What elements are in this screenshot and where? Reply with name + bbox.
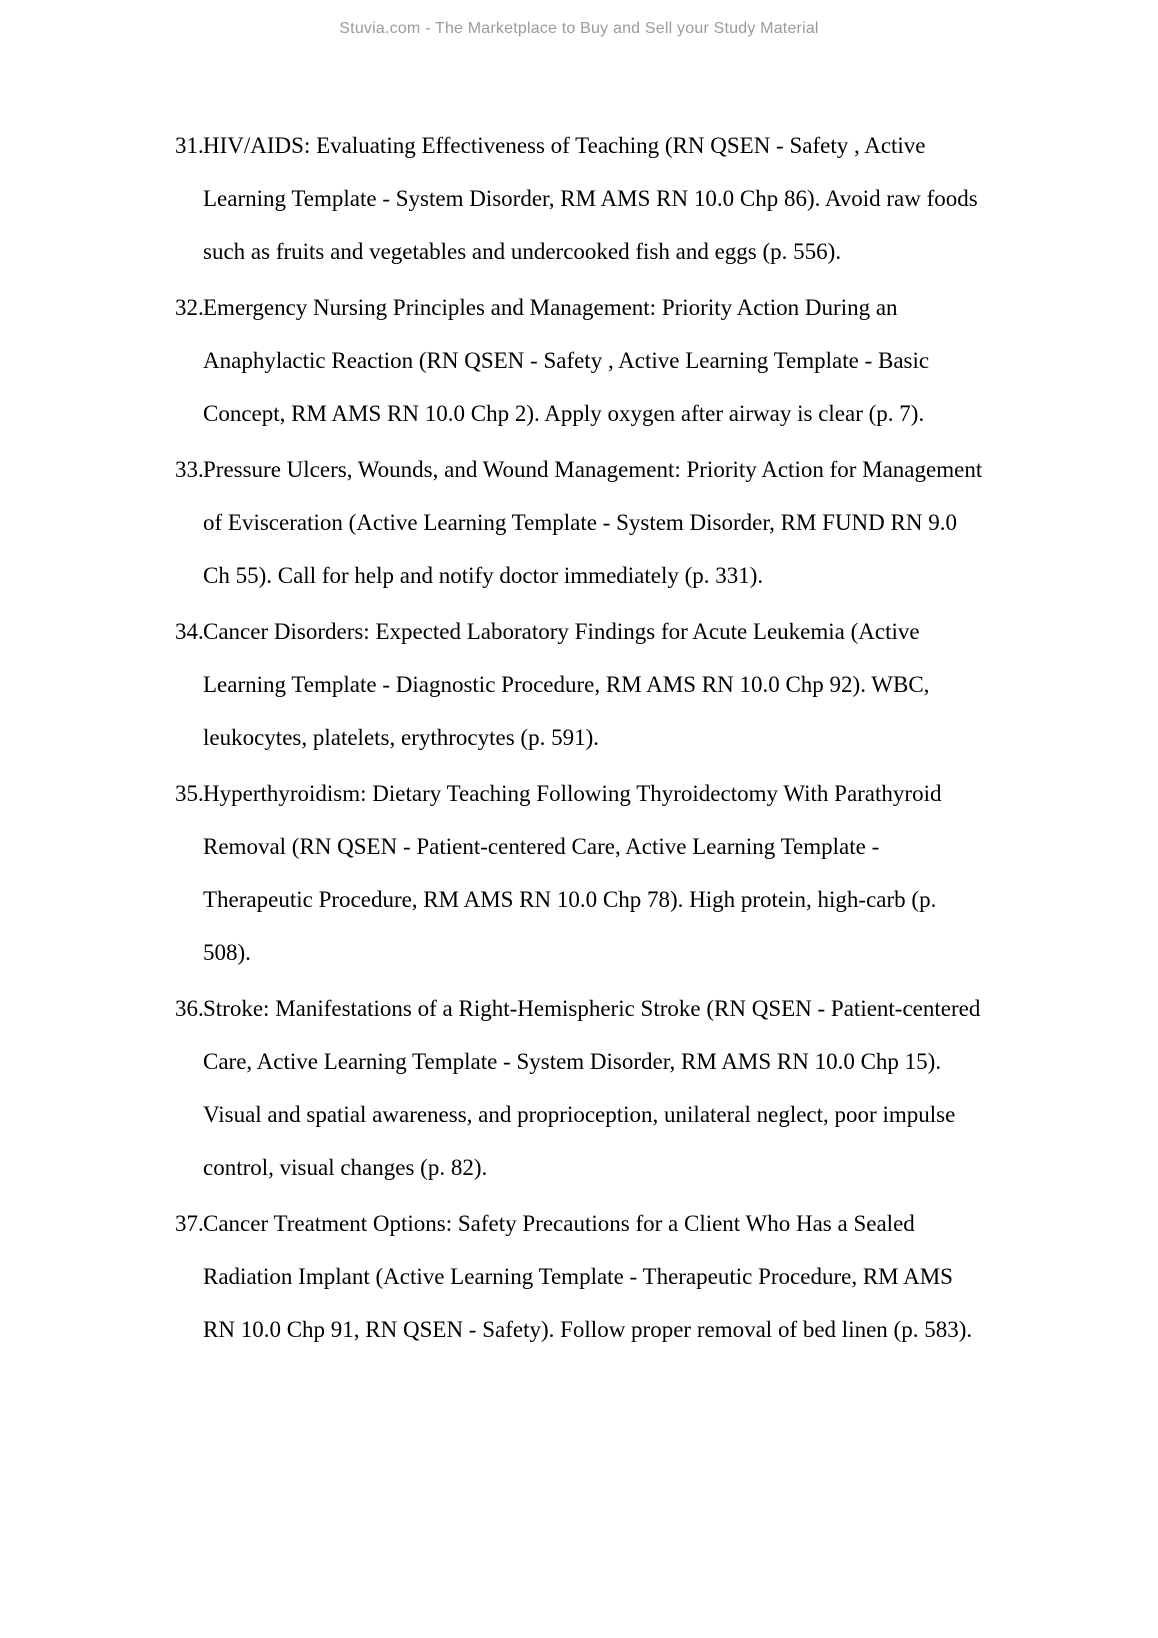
topic-list — [175, 119, 985, 1359]
item-text: Cancer Treatment Options: Safety Precautions for a Client Who Has a Sealed Radiation Implant (Active Learning Template - Therapeutic Procedure, RM AMS RN 10.0 Chp 91, RN QSEN - Safety). Follow proper removal of bed linen (p. 583). — [203, 1211, 973, 1342]
list-item — [175, 119, 985, 278]
item-text: Cancer Disorders: Expected Laboratory Findings for Acute Leukemia (Active Learning Template - Diagnostic Procedure, RM AMS RN 10.0 Chp 92). WBC, leukocytes, platelets, erythrocytes (p. 591). — [203, 619, 930, 750]
item-text: HIV/AIDS: Evaluating Effectiveness of Teaching (RN QSEN - Safety , Active Learning Template - System Disorder, RM AMS RN 10.0 Chp 86). Avoid raw foods such as fruits and vegetables and undercooked fish and eggs (p. 556). — [203, 133, 978, 264]
watermark-header: Stuvia.com - The Marketplace to Buy and Sell your Study Material — [339, 20, 819, 37]
item-text: Stroke: Manifestations of a Right-Hemispheric Stroke (RN QSEN - Patient-centered Care, Active Learning Template - System Disorder, RM AMS RN 10.0 Chp 15). Visual and spatial awareness, and proprioception, unilateral neglect, poor impulse control, visual changes (p. 82). — [203, 996, 981, 1180]
item-text: Hyperthyroidism: Dietary Teaching Following Thyroidectomy With Parathyroid Removal (RN QSEN - Patient-centered Care, Active Learning Template - Therapeutic Procedure, RM AMS RN 10.0 Chp 78). High protein, high-carb (p. 508). — [203, 781, 942, 965]
list-item — [175, 281, 985, 440]
item-number: 32. — [175, 295, 204, 320]
item-number: 35. — [175, 781, 204, 806]
list-item — [175, 443, 985, 602]
item-number: 36. — [175, 996, 204, 1021]
item-text: Pressure Ulcers, Wounds, and Wound Management: Priority Action for Management of Evisceration (Active Learning Template - System Disorder, RM FUND RN 9.0 Ch 55). Call for help and notify doctor immediately (p. 331). — [203, 457, 983, 588]
list-item — [175, 1197, 985, 1356]
item-number: 34. — [175, 619, 204, 644]
list-item — [175, 767, 985, 979]
list-item — [175, 605, 985, 764]
item-text: Emergency Nursing Principles and Management: Priority Action During an Anaphylactic Reaction (RN QSEN - Safety , Active Learning Template - Basic Concept, RM AMS RN 10.0 Chp 2). Apply oxygen after airway is clear (p. 7). — [203, 295, 930, 426]
item-number: 37. — [175, 1211, 204, 1236]
item-number: 33. — [175, 457, 204, 482]
item-number: 31. — [175, 133, 204, 158]
list-item — [175, 982, 985, 1194]
